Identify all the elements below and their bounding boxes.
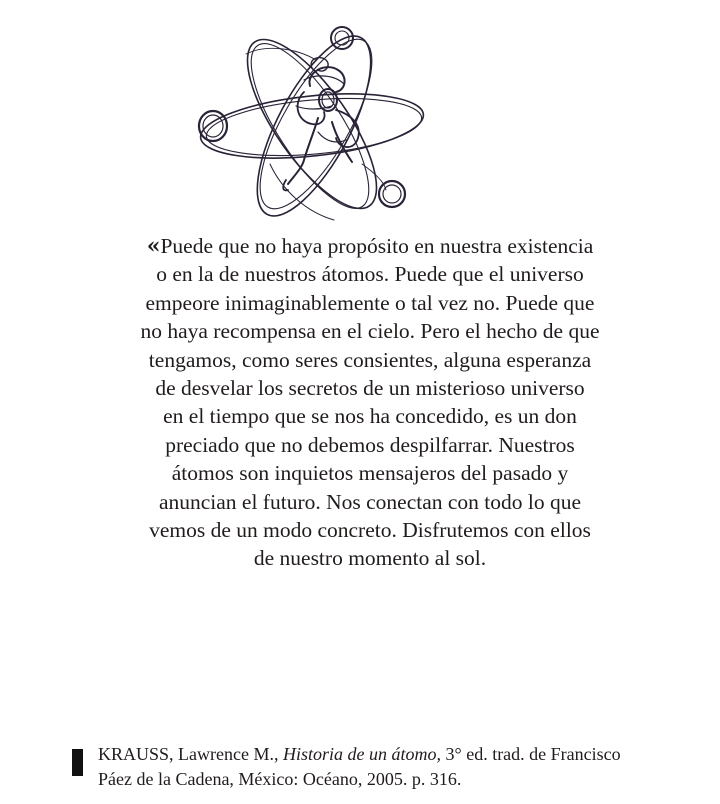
atom-illustration	[186, 14, 426, 232]
quote-line: de nuestro momento al sol.	[253, 546, 487, 571]
quote-line: en el tiempo que se nos ha concedido, es un don	[163, 404, 577, 429]
citation-details: 3° ed. trad. de Francisco	[445, 744, 621, 764]
quote-line-text: Puede que no haya propósito en nuestra existencia	[160, 234, 594, 258]
quote-line: preciado que no debemos despilfarrar. Nuestros	[165, 432, 575, 457]
atom-sketch-icon	[186, 14, 426, 232]
citation-marker-bar	[72, 749, 83, 776]
citation-title: Historia de un átomo,	[282, 744, 441, 764]
quote-line: átomos son inquietos mensajeros del pasado y	[171, 461, 569, 486]
citation	[98, 742, 698, 792]
quote-line: de desvelar los secretos de un misterioso universo	[155, 376, 585, 401]
quote-line: o en la de nuestros átomos. Puede que el universo	[156, 262, 584, 287]
citation-line-2: Páez de la Cadena, México: Océano, 2005. p. 316.	[98, 769, 462, 789]
quote-line: anuncian el futuro. Nos conectan con todo lo que	[158, 489, 582, 514]
citation-line-1	[98, 742, 698, 767]
quote-block	[80, 232, 660, 573]
citation-author: KRAUSS, Lawrence M.,	[98, 744, 279, 764]
quote-line	[80, 232, 660, 260]
quote-line: empeore inimaginablemente o tal vez no. Puede que	[145, 290, 595, 315]
quote-mark: «	[146, 233, 158, 259]
quote-line: no haya recompensa en el cielo. Pero el hecho de que	[140, 319, 600, 344]
quote-line: vemos de un modo concreto. Disfrutemos con ellos	[149, 518, 591, 543]
quote-line: tengamos, como seres consientes, alguna esperanza	[148, 347, 592, 372]
